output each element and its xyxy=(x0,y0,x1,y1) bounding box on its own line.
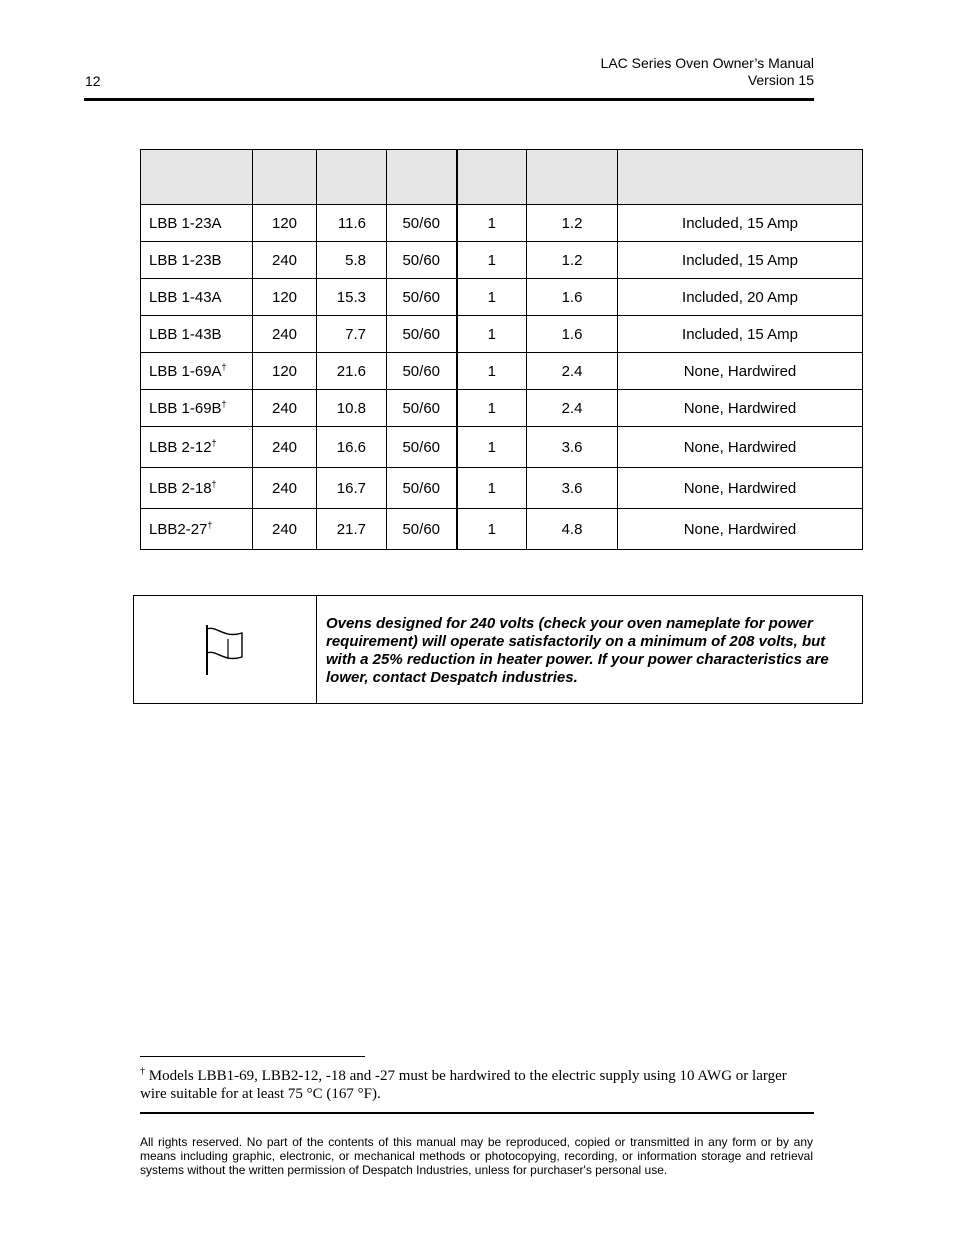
cell-amps xyxy=(317,509,387,550)
header-rule xyxy=(84,98,814,101)
copyright-notice: All rights reserved. No part of the contents of this manual may be reproduced, copied or transmitted in any form or by any means including graphic, electronic, or mechanical methods or photocopying, recording, or information storage and retrieval systems without the written permission of Despatch Industries, unless for purchaser's personal use. xyxy=(140,1135,813,1177)
cell-phase xyxy=(457,390,527,427)
cell-hz xyxy=(387,390,457,427)
cell-volts xyxy=(253,279,317,316)
header-cell xyxy=(457,150,527,205)
phase-value: 1 xyxy=(487,251,496,269)
footnote-text: Models LBB1-69, LBB2-12, -18 and -27 must be hardwired to the electric supply using 10 AWG or larger wire suitable for at least 75 °C (167 °F). xyxy=(140,1068,787,1102)
hz-value: 50/60 xyxy=(402,520,441,538)
cell-volts xyxy=(253,509,317,550)
cell-plug xyxy=(618,427,863,468)
header-cell xyxy=(618,150,863,205)
cell-kw xyxy=(527,279,618,316)
model-value: LBB 2-18 xyxy=(149,479,212,497)
table-body xyxy=(141,205,863,550)
cell-hz xyxy=(387,205,457,242)
table-row xyxy=(141,279,863,316)
manual-version: Version 15 xyxy=(747,72,814,88)
cell-amps xyxy=(317,468,387,509)
model-value: LBB 2-12 xyxy=(149,438,212,456)
header-cell xyxy=(527,150,618,205)
volts-value: 120 xyxy=(271,362,298,380)
volts-value: 240 xyxy=(271,399,298,417)
kw-value: 2.4 xyxy=(561,362,583,380)
cell-amps xyxy=(317,242,387,279)
volts-value: 240 xyxy=(271,479,298,497)
cell-model xyxy=(141,279,253,316)
table-row xyxy=(141,427,863,468)
cell-amps xyxy=(317,390,387,427)
cell-phase xyxy=(457,468,527,509)
cell-volts xyxy=(253,242,317,279)
cell-model xyxy=(141,205,253,242)
cell-hz xyxy=(387,509,457,550)
cell-phase xyxy=(457,205,527,242)
footnote-marker: † xyxy=(221,398,227,409)
volts-value: 120 xyxy=(271,288,298,306)
manual-title: LAC Series Oven Owner’s Manual xyxy=(600,55,814,71)
cell-amps xyxy=(317,353,387,390)
cell-plug xyxy=(618,390,863,427)
header-cell xyxy=(317,150,387,205)
cell-plug xyxy=(618,279,863,316)
cell-plug xyxy=(618,509,863,550)
cell-model xyxy=(141,509,253,550)
cell-volts xyxy=(253,427,317,468)
phase-value: 1 xyxy=(487,399,496,417)
electrical-specs-table xyxy=(140,149,863,550)
amps-value: 5.8 xyxy=(345,251,366,269)
volts-value: 120 xyxy=(271,214,298,232)
cell-volts xyxy=(253,316,317,353)
header-cell xyxy=(253,150,317,205)
plug-value: None, Hardwired xyxy=(683,479,797,497)
hz-value: 50/60 xyxy=(402,438,441,456)
table-row xyxy=(141,353,863,390)
kw-value: 1.6 xyxy=(561,325,583,343)
hz-value: 50/60 xyxy=(402,362,441,380)
table-row xyxy=(141,509,863,550)
footnote-marker: † xyxy=(211,437,217,448)
model-value: LBB 1-23A xyxy=(149,214,222,232)
plug-value: Included, 15 Amp xyxy=(682,325,798,343)
cell-phase xyxy=(457,427,527,468)
cell-model xyxy=(141,353,253,390)
hz-value: 50/60 xyxy=(402,251,441,269)
amps-value: 16.6 xyxy=(336,438,366,456)
hz-value: 50/60 xyxy=(402,214,441,232)
cell-phase xyxy=(457,279,527,316)
cell-plug xyxy=(618,468,863,509)
plug-value: None, Hardwired xyxy=(683,399,797,417)
kw-value: 1.2 xyxy=(561,251,583,269)
model-value: LBB 1-23B xyxy=(149,251,222,269)
cell-hz xyxy=(387,468,457,509)
amps-value: 21.7 xyxy=(336,520,366,538)
phase-value: 1 xyxy=(487,479,496,497)
cell-kw xyxy=(527,205,618,242)
cell-volts xyxy=(253,390,317,427)
cell-plug xyxy=(618,353,863,390)
page-number: 12 xyxy=(85,73,101,89)
phase-value: 1 xyxy=(487,214,496,232)
footnote-marker: † xyxy=(207,519,213,530)
hz-value: 50/60 xyxy=(402,288,441,306)
cell-hz xyxy=(387,427,457,468)
amps-value: 7.7 xyxy=(345,325,366,343)
cell-hz xyxy=(387,242,457,279)
table-row xyxy=(141,205,863,242)
cell-model xyxy=(141,390,253,427)
cell-model xyxy=(141,427,253,468)
hz-value: 50/60 xyxy=(402,325,441,343)
amps-value: 16.7 xyxy=(336,479,366,497)
model-value: LBB 1-69B xyxy=(149,399,222,417)
note-icon-cell xyxy=(134,596,317,703)
plug-value: None, Hardwired xyxy=(683,362,797,380)
amps-value: 21.6 xyxy=(336,362,366,380)
cell-amps xyxy=(317,316,387,353)
hz-value: 50/60 xyxy=(402,479,441,497)
footnote xyxy=(140,1067,800,1103)
phase-value: 1 xyxy=(487,362,496,380)
amps-value: 15.3 xyxy=(336,288,366,306)
cell-hz xyxy=(387,279,457,316)
volts-value: 240 xyxy=(271,251,298,269)
kw-value: 1.2 xyxy=(561,214,583,232)
amps-value: 10.8 xyxy=(336,399,366,417)
cell-phase xyxy=(457,353,527,390)
header-cell xyxy=(141,150,253,205)
plug-value: Included, 20 Amp xyxy=(682,288,798,306)
cell-hz xyxy=(387,353,457,390)
amps-value: 11.6 xyxy=(337,214,366,232)
hz-value: 50/60 xyxy=(402,399,441,417)
cell-amps xyxy=(317,279,387,316)
phase-value: 1 xyxy=(487,325,496,343)
cell-model xyxy=(141,242,253,279)
footnote-marker: † xyxy=(221,361,227,372)
cell-amps xyxy=(317,205,387,242)
model-value: LBB 1-43B xyxy=(149,325,222,343)
kw-value: 2.4 xyxy=(561,399,583,417)
kw-value: 3.6 xyxy=(561,479,583,497)
model-value: LBB2-27 xyxy=(149,520,208,538)
kw-value: 3.6 xyxy=(561,438,583,456)
model-value: LBB 1-43A xyxy=(149,288,222,306)
cell-kw xyxy=(527,316,618,353)
footnote-marker: † xyxy=(140,1066,145,1077)
plug-value: None, Hardwired xyxy=(683,520,797,538)
cell-plug xyxy=(618,205,863,242)
cell-phase xyxy=(457,509,527,550)
flag-icon xyxy=(204,623,246,677)
plug-value: Included, 15 Amp xyxy=(682,214,798,232)
document-header xyxy=(601,55,814,89)
cell-volts xyxy=(253,353,317,390)
cell-kw xyxy=(527,468,618,509)
phase-value: 1 xyxy=(487,288,496,306)
note-box xyxy=(133,595,863,704)
cell-model xyxy=(141,468,253,509)
note-text: Ovens designed for 240 volts (check your oven nameplate for power requirement) will operate satisfactorily on a minimum of 208 volts, but with a 25% reduction in heater power. If your power characteristics are lower, contact Despatch industries. xyxy=(326,615,829,686)
kw-value: 1.6 xyxy=(561,288,583,306)
table-row xyxy=(141,316,863,353)
cell-kw xyxy=(527,427,618,468)
cell-plug xyxy=(618,242,863,279)
cell-amps xyxy=(317,427,387,468)
table-row xyxy=(141,242,863,279)
cell-kw xyxy=(527,390,618,427)
phase-value: 1 xyxy=(487,520,496,538)
footnote-marker: † xyxy=(211,478,217,489)
cell-hz xyxy=(387,316,457,353)
cell-plug xyxy=(618,316,863,353)
table-row xyxy=(141,468,863,509)
footnote-rule xyxy=(140,1056,365,1057)
plug-value: None, Hardwired xyxy=(683,438,797,456)
kw-value: 4.8 xyxy=(561,520,583,538)
volts-value: 240 xyxy=(271,325,298,343)
plug-value: Included, 15 Amp xyxy=(682,251,798,269)
volts-value: 240 xyxy=(271,520,298,538)
cell-model xyxy=(141,316,253,353)
cell-volts xyxy=(253,468,317,509)
volts-value: 240 xyxy=(271,438,298,456)
table-header xyxy=(141,150,863,205)
cell-phase xyxy=(457,316,527,353)
cell-kw xyxy=(527,242,618,279)
phase-value: 1 xyxy=(487,438,496,456)
cell-kw xyxy=(527,509,618,550)
footer-rule xyxy=(140,1112,814,1114)
model-value: LBB 1-69A xyxy=(149,362,222,380)
cell-kw xyxy=(527,353,618,390)
header-cell xyxy=(387,150,457,205)
table-row xyxy=(141,390,863,427)
cell-volts xyxy=(253,205,317,242)
cell-phase xyxy=(457,242,527,279)
